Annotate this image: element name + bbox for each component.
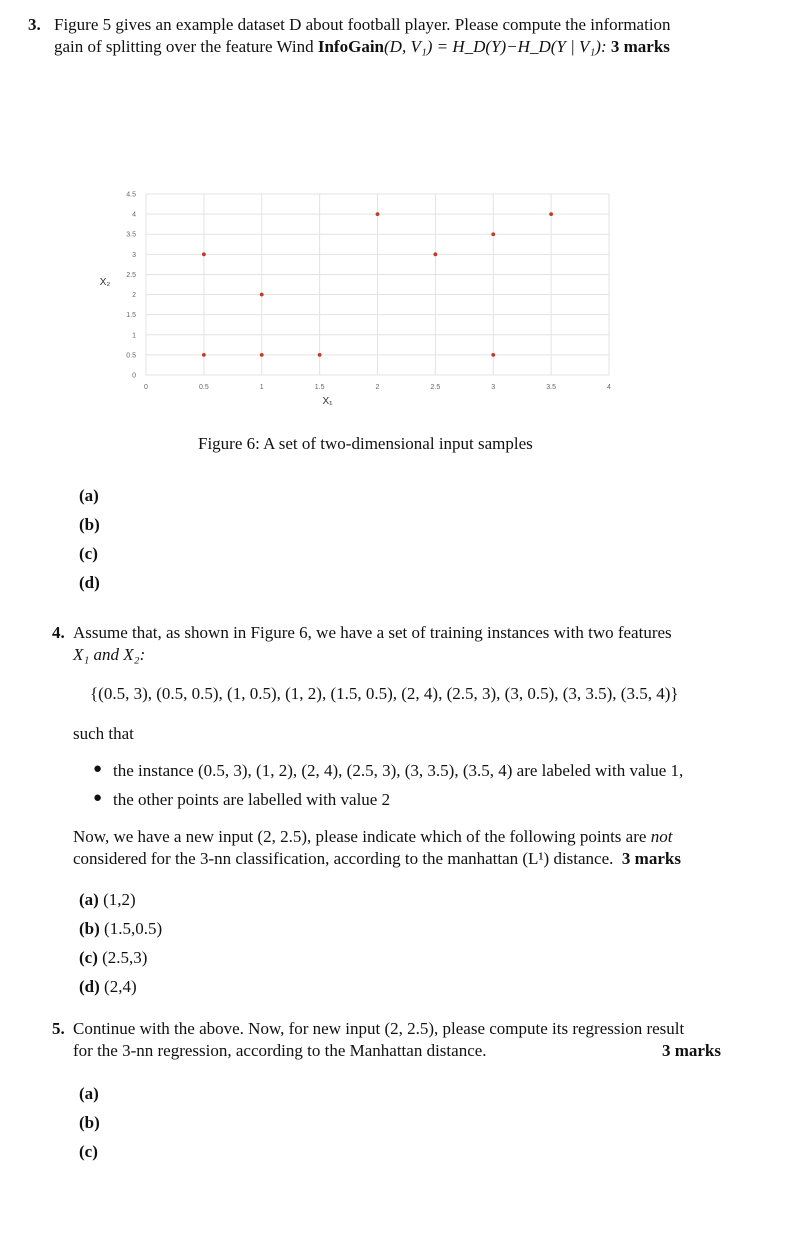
question-5-option-c: (c) bbox=[79, 1142, 98, 1161]
x-tick-label: 3.5 bbox=[546, 384, 556, 391]
x-tick-label: 1 bbox=[259, 384, 264, 391]
infogain-formula: (D, V₁) = H_D(Y)−H_D(Y | V₁): bbox=[384, 37, 607, 56]
data-point bbox=[318, 353, 322, 357]
not-emphasis: not bbox=[650, 827, 673, 846]
bullet-icon: ● bbox=[93, 790, 103, 806]
y-tick-label: 3 bbox=[132, 251, 136, 259]
question-4-number: 4. bbox=[52, 623, 65, 642]
question-5-number: 5. bbox=[52, 1019, 65, 1038]
question-5-option-b: (b) bbox=[79, 1113, 100, 1132]
question-4-option-d: (d) (2,4) bbox=[79, 977, 137, 996]
question-3-marks: 3 marks bbox=[610, 37, 670, 56]
question-4-line1: Assume that, as shown in Figure 6, we have a set of training instances with two features bbox=[73, 623, 672, 642]
question-3-number: 3. bbox=[28, 15, 41, 34]
data-point bbox=[549, 212, 553, 216]
data-point bbox=[260, 353, 264, 357]
label-rule-2: the other points are labelled with value 2 bbox=[113, 790, 391, 809]
y-tick-label: 4 bbox=[132, 211, 136, 219]
x-tick-label: 0 bbox=[144, 384, 148, 391]
question-3-option-b: (b) bbox=[79, 515, 100, 534]
data-point bbox=[433, 252, 437, 256]
question-3-line2: gain of splitting over the feature Wind bbox=[54, 37, 318, 56]
question-4-option-c: (c) (2.5,3) bbox=[79, 948, 148, 967]
x-tick-label: 3 bbox=[491, 384, 496, 391]
data-point bbox=[491, 232, 495, 236]
label-rule-1: the instance (0.5, 3), (1, 2), (2, 4), (2.5, 3), (3, 3.5), (3.5, 4) are labeled with value 1, bbox=[113, 761, 684, 780]
scatter-chart bbox=[90, 185, 630, 415]
y-tick-label: 4.5 bbox=[126, 191, 136, 199]
x-tick-label: 2 bbox=[375, 384, 380, 391]
question-4-option-a: (a) (1,2) bbox=[79, 890, 136, 909]
question-3-option-d: (d) bbox=[79, 573, 100, 592]
infogain-term: InfoGain bbox=[317, 37, 384, 56]
question-4-para-line1: Now, we have a new input (2, 2.5), please indicate which of the following points are bbox=[73, 827, 651, 846]
y-axis-label: X₂ bbox=[99, 277, 111, 288]
y-tick-label: 0.5 bbox=[126, 352, 136, 360]
y-tick-label: 1.5 bbox=[126, 312, 136, 320]
question-4-marks: 3 marks bbox=[621, 849, 681, 868]
x-tick-label: 1.5 bbox=[314, 384, 325, 391]
question-4-para-line2: considered for the 3-nn classification, according to the manhattan (L¹) distance. bbox=[73, 849, 614, 868]
data-point bbox=[202, 353, 206, 357]
x-axis-label: X₁ bbox=[322, 396, 333, 407]
figure-caption: Figure 6: A set of two-dimensional input samples bbox=[198, 434, 533, 453]
question-4-paragraph bbox=[73, 826, 723, 870]
y-tick-label: 3.5 bbox=[126, 231, 136, 239]
y-tick-label: 2.5 bbox=[126, 271, 136, 279]
question-5-marks: 3 marks bbox=[661, 1041, 721, 1060]
question-3-option-c: (c) bbox=[79, 544, 98, 563]
such-that-text: such that bbox=[73, 724, 134, 743]
data-point bbox=[491, 353, 495, 357]
question-4-option-b: (b) (1.5,0.5) bbox=[79, 919, 163, 938]
question-3-line1: Figure 5 gives an example dataset D about football player. Please compute the information bbox=[54, 15, 671, 34]
data-point bbox=[376, 212, 380, 216]
y-tick-label: 2 bbox=[132, 292, 136, 300]
training-set: {(0.5, 3), (0.5, 0.5), (1, 0.5), (1, 2), (1.5, 0.5), (2, 4), (2.5, 3), (3, 0.5), (3, 3.5), (3.5, 4)} bbox=[90, 684, 679, 703]
question-5-option-a: (a) bbox=[79, 1084, 99, 1103]
question-5-line2: for the 3-nn regression, according to the Manhattan distance. bbox=[73, 1041, 487, 1060]
data-point bbox=[202, 252, 206, 256]
x-tick-label: 4 bbox=[607, 384, 611, 391]
question-5-line1: Continue with the above. Now, for new input (2, 2.5), please compute its regression result bbox=[73, 1019, 685, 1038]
y-tick-label: 0 bbox=[132, 372, 136, 380]
bullet-icon: ● bbox=[93, 761, 103, 777]
data-point bbox=[260, 293, 264, 297]
x-tick-label: 0.5 bbox=[199, 384, 209, 391]
question-4-line2: X₁ and X₂: bbox=[73, 645, 146, 664]
x-tick-label: 2.5 bbox=[430, 384, 441, 391]
y-tick-label: 1 bbox=[132, 332, 136, 340]
question-3-option-a: (a) bbox=[79, 486, 99, 505]
